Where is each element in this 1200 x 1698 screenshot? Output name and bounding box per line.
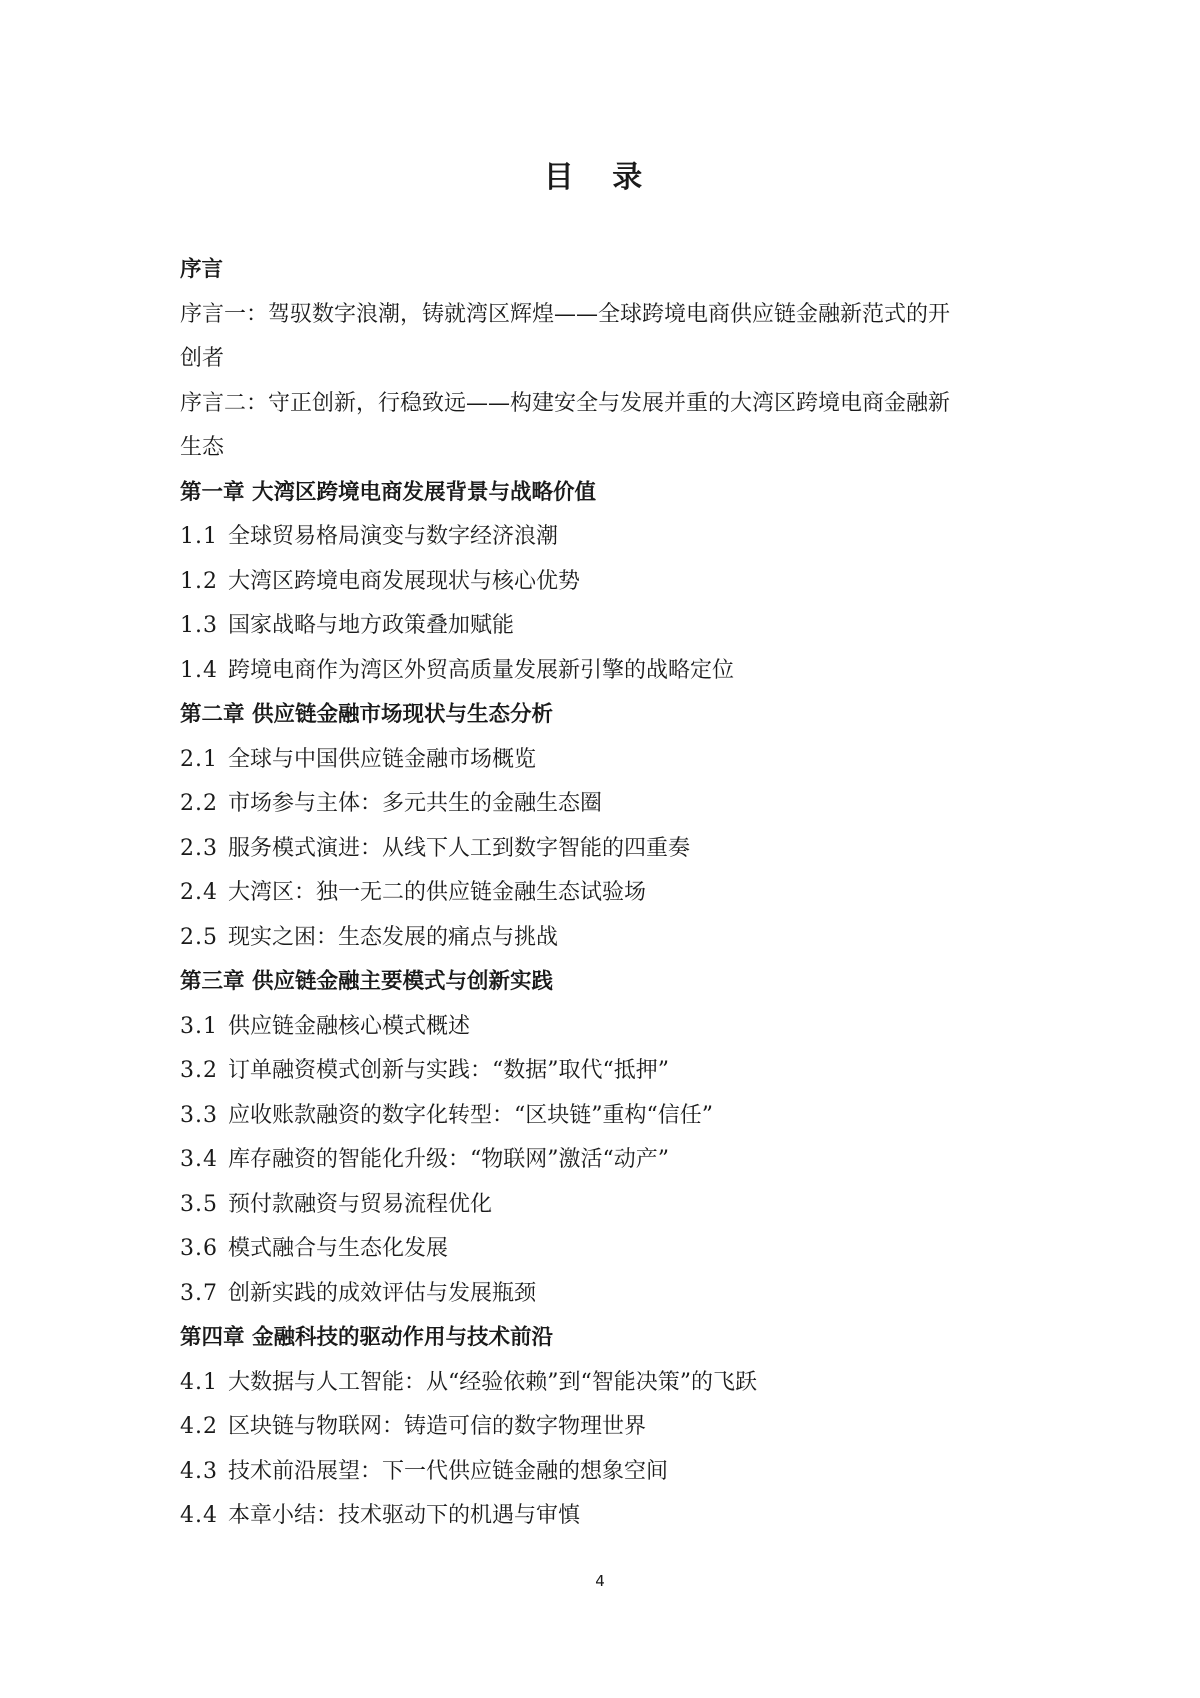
toc-entry[interactable]	[180, 515, 1040, 560]
toc-entry-number: 4.4	[180, 1503, 218, 1528]
toc-entry-text: 本章小结：技术驱动下的机遇与审慎	[228, 1503, 581, 1528]
toc-entry-number: 3.7	[180, 1280, 218, 1306]
toc-heading-preface[interactable]	[180, 248, 1040, 293]
toc-entry[interactable]	[180, 916, 1040, 961]
toc-entry-text: 国家战略与地方政策叠加赋能	[228, 613, 515, 638]
toc-entry-text: 大湾区跨境电商发展现状与核心优势	[228, 568, 581, 594]
toc-entry-number: 1.1	[180, 524, 218, 549]
toc-entry-number: 4.3	[180, 1458, 218, 1484]
toc-entry-text: 市场参与主体：多元共生的金融生态圈	[228, 791, 603, 816]
toc-entry-text: 序言二：守正创新，行稳致远——构建安全与发展并重的大湾区跨境电商金融新	[180, 390, 951, 416]
toc-entry-text: 应收账款融资的数字化转型：“区块链”重构“信任”	[228, 1102, 713, 1128]
toc-entry-text: 技术前沿展望：下一代供应链金融的想象空间	[228, 1458, 669, 1484]
toc-entry-number: 2.4	[180, 880, 218, 905]
toc-entry-text: 第二章 供应链金融市场现状与生态分析	[180, 702, 553, 727]
toc-entry[interactable]	[180, 1361, 1040, 1406]
toc-entry-preface-2-cont[interactable]	[180, 426, 1040, 471]
toc-entry-text: 第三章 供应链金融主要模式与创新实践	[180, 969, 553, 994]
toc-entry-number: 3.6	[180, 1236, 218, 1261]
toc-entry-text: 供应链金融核心模式概述	[228, 1013, 471, 1039]
toc-entry[interactable]	[180, 827, 1040, 872]
toc-entry-text: 全球贸易格局演变与数字经济浪潮	[228, 524, 559, 549]
toc-heading-chapter-2[interactable]	[180, 693, 1040, 738]
toc-entry-text: 模式融合与生态化发展	[228, 1236, 449, 1261]
toc-entry[interactable]	[180, 1049, 1040, 1094]
toc-entry-text: 跨境电商作为湾区外贸高质量发展新引擎的战略定位	[228, 657, 735, 683]
toc-entry-number: 3.5	[180, 1191, 218, 1217]
toc-entry-text: 现实之困：生态发展的痛点与挑战	[228, 924, 559, 950]
toc-entry-number: 3.2	[180, 1058, 218, 1083]
toc-entry[interactable]	[180, 782, 1040, 827]
toc-entry-preface-1[interactable]	[180, 293, 1040, 338]
toc-entry[interactable]	[180, 604, 1040, 649]
toc-entry-number: 4.2	[180, 1414, 218, 1439]
toc-entry[interactable]	[180, 1272, 1040, 1317]
toc-entry-text: 库存融资的智能化升级：“物联网”激活“动产”	[228, 1147, 669, 1172]
toc-entry-text: 服务模式演进：从线下人工到数字智能的四重奏	[228, 835, 691, 861]
toc-entry-number: 3.4	[180, 1147, 218, 1172]
toc-entry-text: 大湾区：独一无二的供应链金融生态试验场	[228, 880, 647, 905]
toc-entry-text: 序言	[180, 257, 224, 282]
toc-entry[interactable]	[180, 1005, 1040, 1050]
toc-entry-text: 订单融资模式创新与实践：“数据”取代“抵押”	[228, 1058, 669, 1083]
toc-entry-text: 创新实践的成效评估与发展瓶颈	[228, 1280, 537, 1306]
toc-entry[interactable]	[180, 738, 1040, 783]
toc-entry-text: 序言一：驾驭数字浪潮，铸就湾区辉煌——全球跨境电商供应链金融新范式的开	[180, 301, 951, 327]
toc-entry-number: 3.3	[180, 1102, 218, 1128]
toc-entry[interactable]	[180, 1450, 1040, 1495]
toc-entry-number: 3.1	[180, 1013, 218, 1039]
toc-entry-text: 生态	[180, 435, 225, 460]
toc-entry-text: 预付款融资与贸易流程优化	[228, 1191, 493, 1217]
toc-entry-text: 大数据与人工智能：从“经验依赖”到“智能决策”的飞跃	[228, 1369, 757, 1395]
toc-entry-number: 1.3	[180, 613, 218, 638]
toc-entry-preface-2[interactable]	[180, 382, 1040, 427]
toc-entry-number: 2.3	[180, 835, 218, 861]
toc-entry-number: 1.2	[180, 568, 218, 594]
page-number: 4	[595, 1572, 605, 1590]
toc-entry[interactable]	[180, 1227, 1040, 1272]
toc-entry[interactable]	[180, 649, 1040, 694]
toc-entry-number: 2.2	[180, 791, 218, 816]
toc-entry[interactable]	[180, 1494, 1040, 1539]
toc-heading-chapter-4[interactable]	[180, 1316, 1040, 1361]
toc-title: 目 录	[543, 160, 657, 195]
toc-entry[interactable]	[180, 1405, 1040, 1450]
toc-heading-chapter-1[interactable]	[180, 471, 1040, 516]
toc-heading-chapter-3[interactable]	[180, 960, 1040, 1005]
toc-entry[interactable]	[180, 871, 1040, 916]
toc-entry[interactable]	[180, 560, 1040, 605]
toc-entry-text: 区块链与物联网：铸造可信的数字物理世界	[228, 1414, 647, 1439]
toc-entry[interactable]	[180, 1138, 1040, 1183]
toc-entry[interactable]	[180, 1094, 1040, 1139]
toc-entry-preface-1-cont[interactable]	[180, 337, 1040, 382]
toc-entry-number: 4.1	[180, 1369, 218, 1395]
toc-entry-text: 第一章 大湾区跨境电商发展背景与战略价值	[180, 479, 596, 505]
toc-entry-number: 1.4	[180, 657, 218, 683]
toc-list	[180, 248, 1040, 1539]
toc-entry-text: 创者	[180, 346, 225, 371]
toc-entry-text: 第四章 金融科技的驱动作用与技术前沿	[180, 1325, 553, 1350]
toc-entry[interactable]	[180, 1183, 1040, 1228]
toc-entry-text: 全球与中国供应链金融市场概览	[228, 746, 537, 772]
toc-entry-number: 2.5	[180, 924, 218, 950]
toc-entry-number: 2.1	[180, 746, 218, 772]
